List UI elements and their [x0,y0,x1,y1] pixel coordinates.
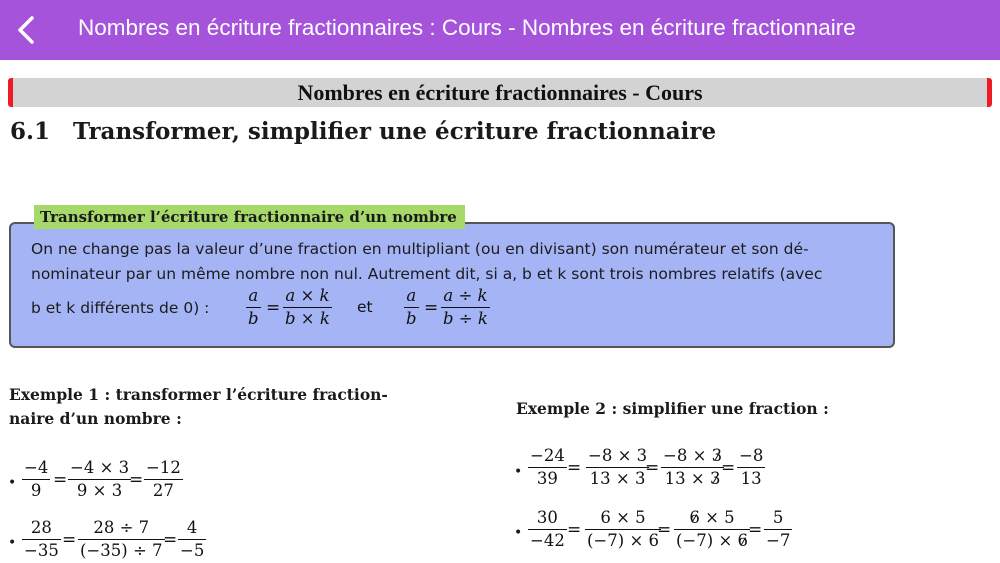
fraction [528,509,567,550]
denominator: (−7) × 6 [676,531,749,550]
numerator: −4 [22,459,50,480]
denominator: b [248,309,259,328]
equals-sign: = [129,470,144,490]
numerator: 30 [528,509,567,530]
denominator: 27 [152,481,174,500]
fraction [764,509,792,550]
fraction [586,447,649,488]
chapter-banner [8,78,992,107]
fraction [585,509,661,550]
numerator: −8 × 3 [661,447,724,468]
back-button[interactable] [8,10,48,50]
fraction [78,519,165,560]
bullet: • [8,535,17,551]
denominator: 13 [740,469,762,488]
denominator: 9 [30,481,42,500]
rule-text-line-3: b et k différents de 0) : [31,299,210,317]
equals-sign: = [266,298,281,318]
numerator: 6 × 5 [585,509,661,530]
numerator: 28 ÷ 7 [78,519,165,540]
equals-sign: = [721,458,736,478]
bullet: • [514,525,523,541]
chapter-title: Nombres en écriture fractionnaires - Cours [297,80,703,105]
equals-sign: = [567,458,582,478]
fraction [737,447,765,488]
equals-sign: = [657,520,672,540]
numerator: −24 [528,447,567,468]
fraction [178,519,206,560]
and-word: et [357,298,373,316]
denominator: b × k [285,309,330,328]
denominator: −7 [766,531,791,550]
numerator: −12 [144,459,183,480]
numerator: 6 × 5 [674,509,750,530]
bullet: • [8,475,17,491]
denominator: −5 [180,541,205,560]
equals-sign: = [53,470,68,490]
fraction [528,447,567,488]
equals-sign: = [424,298,439,318]
equals-sign: = [567,520,582,540]
numerator: a [246,287,261,308]
equals-sign: = [163,530,178,550]
fraction-cancelled [674,509,750,550]
rule-fraction-a-b-2 [404,287,419,328]
example1-title-line-1: Exemple 1 : transformer l’écriture fraction- [9,385,388,404]
app-bar [0,0,1000,60]
denominator: −35 [24,541,59,560]
numerator: a ÷ k [441,287,490,308]
numerator: −8 × 3 [586,447,649,468]
numerator: 5 [764,509,792,530]
example2-title: Exemple 2 : simplifier une fraction : [516,399,829,418]
equals-sign: = [62,530,77,550]
fraction-cancelled [661,447,724,488]
section-title: Transformer, simplifier une écriture fractionnaire [73,118,717,145]
denominator: 9 × 3 [76,481,123,500]
rule-fraction-a-b [246,287,261,328]
equals-sign: = [748,520,763,540]
denominator: −42 [530,531,565,550]
chevron-left-icon[interactable] [8,10,48,50]
fraction [22,519,61,560]
rule-fraction-multiply [283,287,332,328]
numerator: 4 [178,519,206,540]
numerator: −8 [737,447,765,468]
numerator: 28 [22,519,61,540]
rule-box-title: Transformer l’écriture fractionnaire d’un nombre [34,205,465,229]
numerator: a [404,287,419,308]
section-number: 6.1 [10,118,51,145]
denominator: b [406,309,417,328]
cancelled-factor: 6 [689,508,700,527]
numerator: −4 × 3 [68,459,131,480]
fraction [22,459,50,500]
bullet: • [514,464,523,480]
denominator: (−7) × 6 [587,531,660,550]
cancelled-factor: 3 [711,446,723,465]
rule-text-line-2: nominateur par un même nombre non nul. Autrement dit, si a, b et k sont trois nombres relatifs (avec [31,265,823,283]
denominator: 39 [536,469,558,488]
equals-sign: = [645,458,660,478]
rule-text-line-1: On ne change pas la valeur d’une fraction en multipliant (ou en divisant) son numérateur et son dé- [31,240,809,258]
denominator: b ÷ k [443,309,488,328]
example1-title-line-2: naire d’un nombre : [9,409,182,428]
rule-fraction-divide [441,287,490,328]
numerator: a × k [283,287,332,308]
denominator: 13 × 3 [589,469,646,488]
fraction [144,459,183,500]
denominator: (−35) ÷ 7 [80,541,163,560]
fraction [68,459,131,500]
page-title: Nombres en écriture fractionnaires : Cours - Nombres en écriture fractionnaire [78,15,856,40]
denominator: 13 × 3 [664,469,721,488]
cancelled-factor: 6 [737,531,749,550]
cancelled-factor: 3 [709,469,721,488]
